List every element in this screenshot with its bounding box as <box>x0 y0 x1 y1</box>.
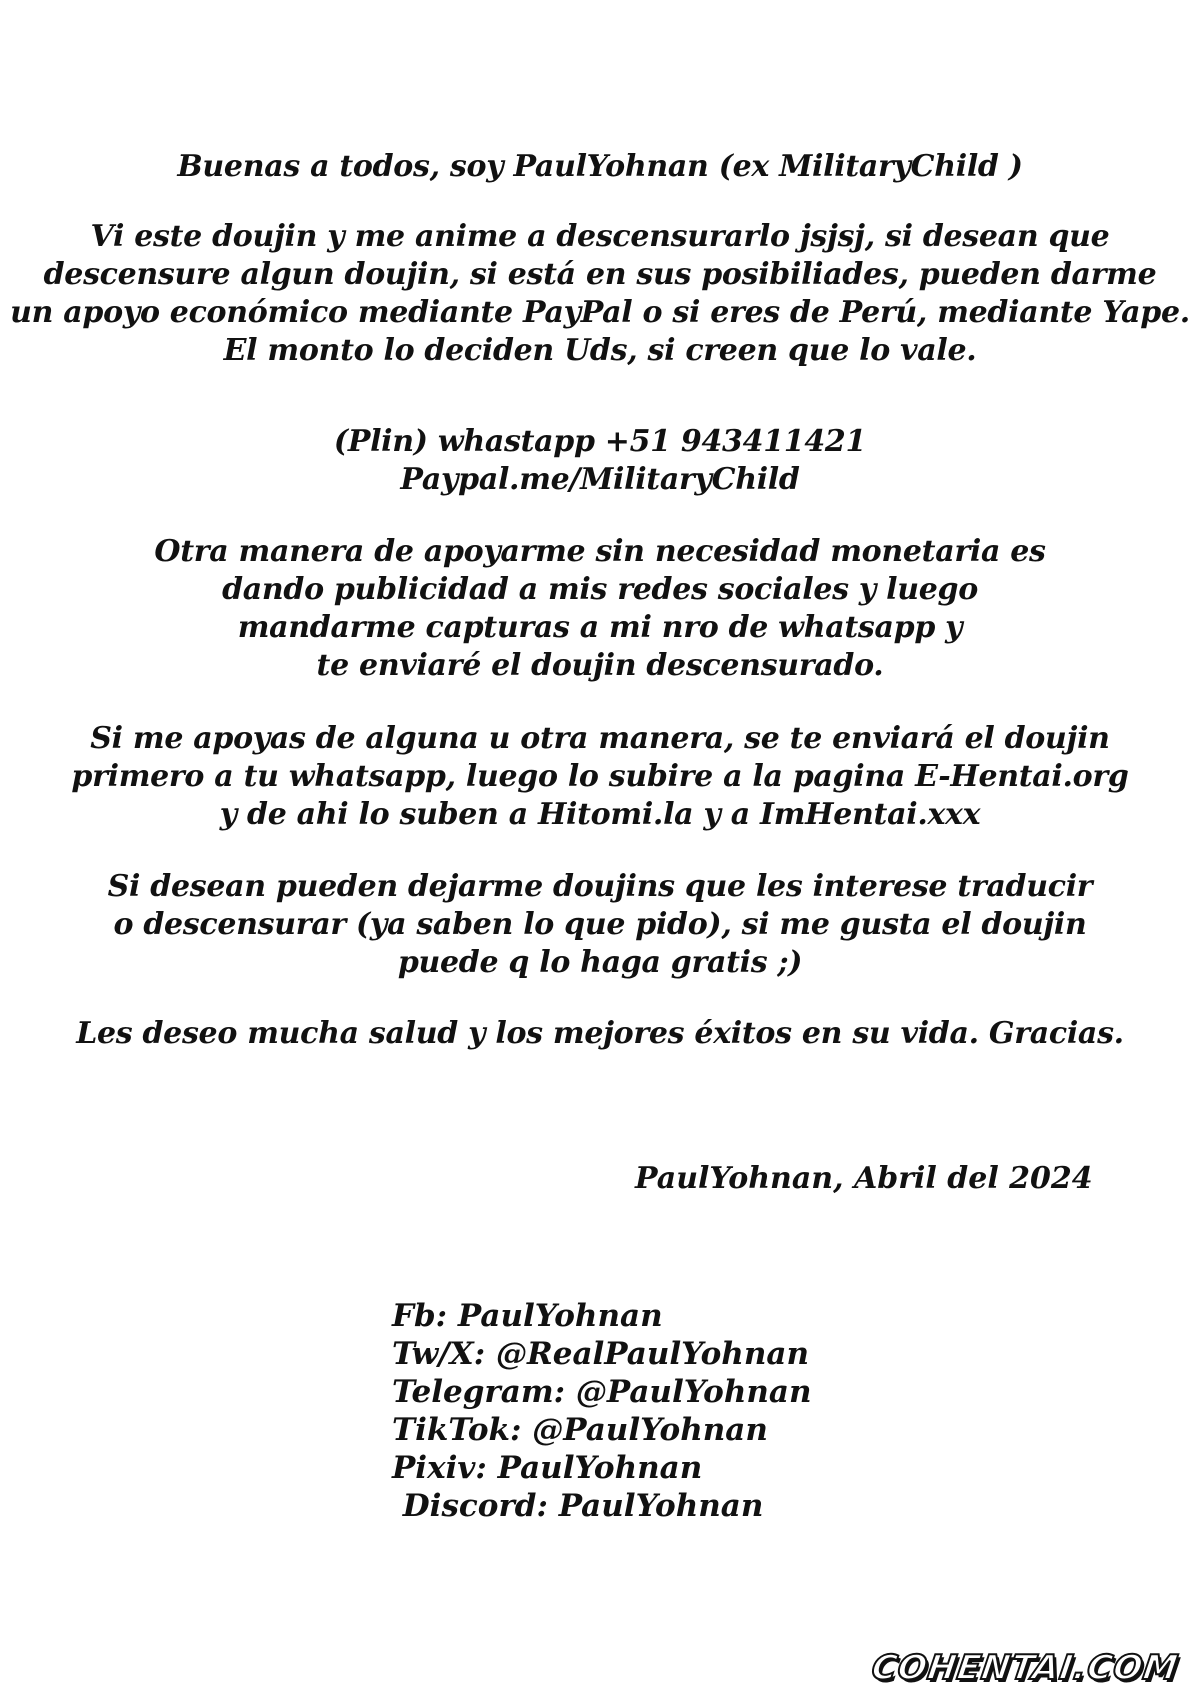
contact-paragraph <box>0 423 1200 499</box>
social-links <box>392 1297 812 1525</box>
greeting-line: Buenas a todos, soy PaulYohnan (ex MilitaryChild ) <box>177 149 1023 184</box>
support-line: descensure algun doujin, si está en sus posibiliades, pueden darme <box>43 257 1157 292</box>
greeting-text <box>0 148 1200 186</box>
closing-line: Les deseo mucha salud y los mejores éxitos en su vida. Gracias. <box>76 1016 1124 1051</box>
discord-handle: Discord: PaulYohnan <box>392 1488 764 1524</box>
other-way-line: dando publicidad a mis redes sociales y luego <box>222 572 978 607</box>
requests-paragraph <box>0 868 1200 982</box>
twitter-handle: Tw/X: @RealPaulYohnan <box>392 1336 810 1372</box>
pixiv-handle: Pixiv: PaulYohnan <box>392 1450 703 1486</box>
site-watermark: COHENTAI.COM <box>869 1648 1181 1688</box>
support-line: un apoyo económico mediante PayPal o si eres de Perú, mediante Yape. <box>10 295 1190 330</box>
signature-text: PaulYohnan, Abril del 2024 <box>635 1161 1093 1196</box>
other-way-line: mandarme capturas a mi nro de whatsapp y <box>237 610 963 645</box>
telegram-handle: Telegram: @PaulYohnan <box>392 1374 812 1410</box>
release-line: y de ahi lo suben a Hitomi.la y a ImHentai.xxx <box>219 797 981 832</box>
support-paragraph <box>0 218 1200 370</box>
closing-paragraph <box>0 1015 1200 1053</box>
tiktok-handle: TikTok: @PaulYohnan <box>392 1412 768 1448</box>
support-line: El monto lo deciden Uds, si creen que lo vale. <box>223 333 977 368</box>
other-way-line: Otra manera de apoyarme sin necesidad monetaria es <box>154 534 1046 569</box>
facebook-handle: Fb: PaulYohnan <box>392 1298 663 1334</box>
release-paragraph <box>0 720 1200 834</box>
whatsapp-contact: (Plin) whastapp +51 943411421 <box>333 424 867 459</box>
requests-line: o descensurar (ya saben lo que pido), si me gusta el doujin <box>113 907 1087 942</box>
other-way-paragraph <box>0 533 1200 685</box>
requests-line: puede q lo haga gratis ;) <box>397 945 803 980</box>
other-way-line: te enviaré el doujin descensurado. <box>316 648 884 683</box>
support-line: Vi este doujin y me anime a descensurarlo jsjsj, si desean que <box>90 219 1110 254</box>
requests-line: Si desean pueden dejarme doujins que les interese traducir <box>107 869 1093 904</box>
paypal-contact: Paypal.me/MilitaryChild <box>400 462 800 497</box>
release-line: primero a tu whatsapp, luego lo subire a la pagina E-Hentai.org <box>71 759 1129 794</box>
release-line: Si me apoyas de alguna u otra manera, se te enviará el doujin <box>90 721 1110 756</box>
